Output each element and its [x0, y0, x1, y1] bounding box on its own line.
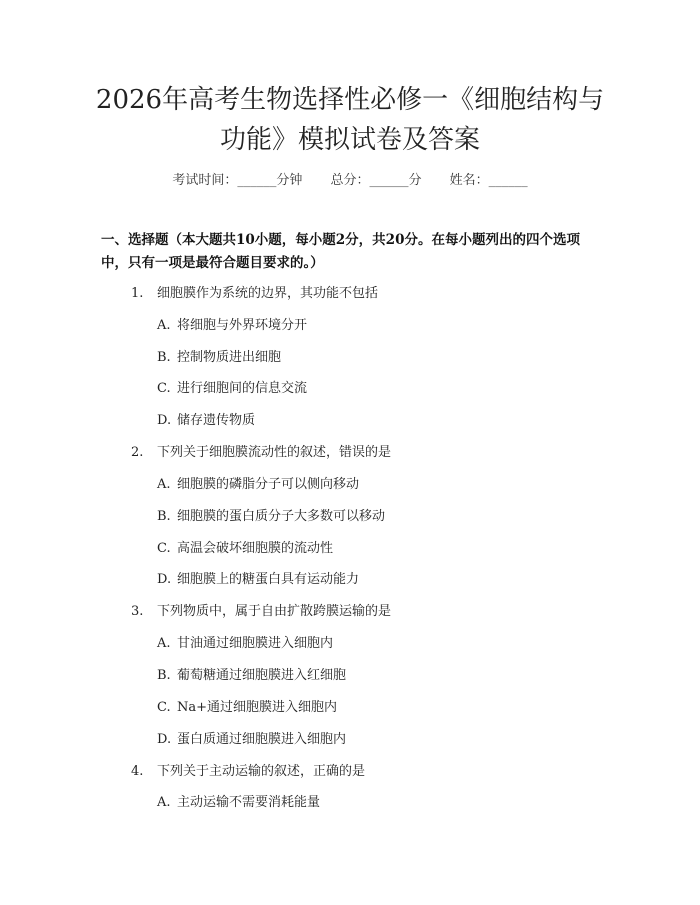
option-text: 甘油通过细胞膜进入细胞内: [177, 636, 334, 651]
option-text: 储存遗传物质: [177, 413, 256, 428]
question-number: 2.: [131, 445, 144, 460]
question-2: [131, 441, 391, 460]
option-text: 细胞膜的蛋白质分子大多数可以移动: [177, 509, 386, 524]
exam-meta: [0, 169, 700, 188]
option-letter: A.: [157, 795, 171, 810]
question-text: 下列关于主动运输的叙述，正确的是: [157, 764, 366, 779]
question-3-option-c: [157, 696, 337, 715]
question-2-option-b: [157, 505, 385, 524]
option-letter: C.: [157, 541, 171, 556]
question-1: [131, 282, 378, 301]
option-letter: A.: [157, 636, 171, 651]
student-name: 姓名：______: [449, 173, 528, 188]
option-letter: D.: [157, 572, 172, 587]
option-letter: C.: [157, 700, 171, 715]
option-letter: B.: [157, 509, 171, 524]
question-2-option-d: [157, 568, 359, 587]
title-line-1: 2026年高考生物选择性必修一《细胞结构与: [95, 85, 605, 115]
question-3-option-a: [157, 632, 333, 651]
question-1-option-a: [157, 314, 307, 333]
question-text: 下列物质中，属于自由扩散跨膜运输的是: [157, 604, 392, 619]
question-3: [131, 600, 391, 619]
exam-time: 考试时间：______分钟: [172, 173, 303, 188]
option-letter: A.: [157, 318, 171, 333]
option-letter: A.: [157, 477, 171, 492]
option-letter: B.: [157, 668, 171, 683]
question-text: 细胞膜作为系统的边界，其功能不包括: [157, 286, 379, 301]
option-letter: D.: [157, 413, 172, 428]
section-heading: 一、选择题（本大题共10小题，每小题2分，共20分。在每小题列出的四个选项中，只有一项是最符合题目要求的。）: [101, 232, 580, 271]
option-text: 控制物质进出细胞: [177, 350, 282, 365]
exam-score: 总分：______分: [330, 173, 422, 188]
option-letter: C.: [157, 381, 171, 396]
question-number: 1.: [131, 286, 144, 301]
question-2-option-c: [157, 537, 333, 556]
option-letter: B.: [157, 350, 171, 365]
option-letter: D.: [157, 732, 172, 747]
option-text: 细胞膜的磷脂分子可以侧向移动: [177, 477, 360, 492]
option-text: 主动运输不需要消耗能量: [177, 795, 321, 810]
question-4: [131, 760, 365, 779]
option-text: 高温会破坏细胞膜的流动性: [177, 541, 334, 556]
question-1-option-c: [157, 377, 307, 396]
title-line-2: 功能》模拟试卷及答案: [219, 125, 480, 155]
option-text: 葡萄糖通过细胞膜进入红细胞: [177, 668, 347, 683]
question-3-option-d: [157, 728, 346, 747]
option-text: 进行细胞间的信息交流: [177, 381, 308, 396]
option-text: Na+通过细胞膜进入细胞内: [177, 700, 338, 715]
option-text: 将细胞与外界环境分开: [177, 318, 308, 333]
question-number: 4.: [131, 764, 144, 779]
question-2-option-a: [157, 473, 359, 492]
question-3-option-b: [157, 664, 346, 683]
question-number: 3.: [131, 604, 144, 619]
option-text: 蛋白质通过细胞膜进入细胞内: [177, 732, 347, 747]
document-title: [60, 80, 640, 160]
question-text: 下列关于细胞膜流动性的叙述，错误的是: [157, 445, 392, 460]
question-1-option-b: [157, 346, 281, 365]
question-4-option-a: [157, 791, 320, 810]
question-1-option-d: [157, 409, 255, 428]
option-text: 细胞膜上的糖蛋白具有运动能力: [177, 572, 360, 587]
